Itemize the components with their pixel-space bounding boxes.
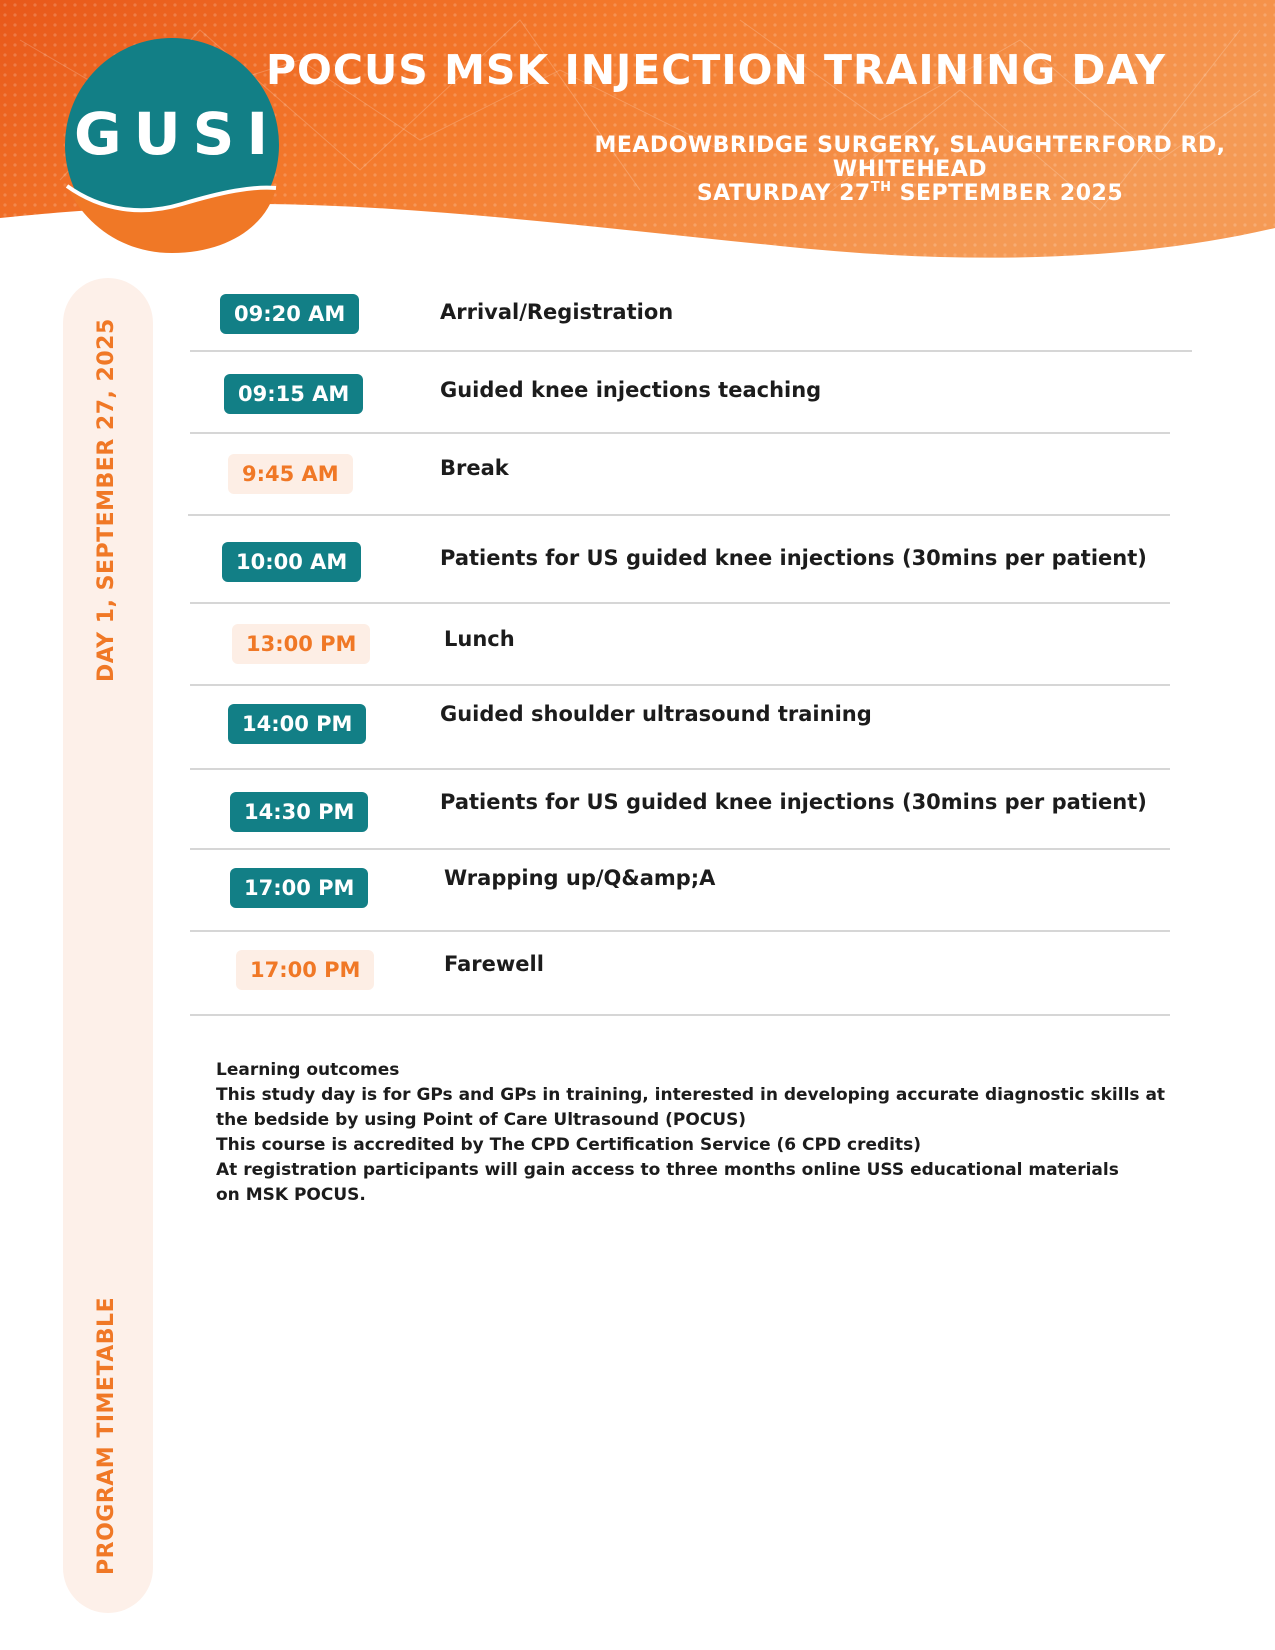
event-date-prefix: SATURDAY 27 bbox=[696, 181, 871, 206]
venue-town: WHITEHEAD bbox=[832, 157, 988, 182]
row-divider bbox=[190, 602, 1170, 604]
time-badge: 17:00 PM bbox=[236, 950, 374, 990]
day-label: DAY 1, SEPTEMBER 27, 2025 bbox=[94, 318, 119, 682]
event-date bbox=[560, 182, 1260, 206]
learning-outcomes-heading: Learning outcomes bbox=[216, 1060, 400, 1080]
time-badge: 13:00 PM bbox=[232, 624, 370, 664]
activity-label: Guided knee injections teaching bbox=[440, 378, 822, 402]
time-badge: 9:45 AM bbox=[228, 454, 353, 494]
row-divider bbox=[190, 350, 1192, 352]
activity-label: Break bbox=[440, 456, 509, 480]
row-divider bbox=[188, 514, 1170, 516]
row-divider bbox=[190, 768, 1170, 770]
schedule-row bbox=[190, 372, 1170, 432]
venue-address: MEADOWBRIDGE SURGERY, SLAUGHTERFORD RD, bbox=[594, 133, 1226, 158]
learning-outcomes bbox=[216, 1058, 1176, 1208]
time-badge: 14:30 PM bbox=[230, 792, 368, 832]
schedule-row bbox=[190, 948, 1170, 1018]
notes-line: At registration participants will gain access to three months online USS educational materials bbox=[216, 1160, 1119, 1180]
activity-label: Lunch bbox=[444, 627, 515, 651]
schedule-row bbox=[190, 866, 1170, 930]
activity-label: Wrapping up/Q&amp;A bbox=[444, 866, 716, 890]
time-badge: 09:20 AM bbox=[220, 294, 359, 334]
event-date-rest: SEPTEMBER 2025 bbox=[891, 181, 1124, 206]
row-divider bbox=[190, 930, 1170, 932]
notes-line: This course is accredited by The CPD Certification Service (6 CPD credits) bbox=[216, 1135, 922, 1155]
activity-label: Arrival/Registration bbox=[440, 300, 674, 324]
time-badge: 09:15 AM bbox=[224, 374, 363, 414]
row-divider bbox=[190, 684, 1170, 686]
row-divider bbox=[190, 1014, 1170, 1016]
schedule-row bbox=[190, 622, 1170, 686]
schedule-row bbox=[190, 452, 1170, 516]
program-timetable-label: PROGRAM TIMETABLE bbox=[94, 1296, 119, 1575]
schedule-row bbox=[190, 702, 1170, 766]
notes-line: This study day is for GPs and GPs in training, interested in developing accurate diagnostic skills at bbox=[216, 1085, 1166, 1105]
logo-text: GUSI bbox=[73, 100, 281, 168]
page-title: POCUS MSK INJECTION TRAINING DAY bbox=[266, 46, 1166, 94]
activity-label: Patients for US guided knee injections (30mins per patient) bbox=[440, 546, 1147, 570]
row-divider bbox=[190, 848, 1170, 850]
schedule-row bbox=[190, 540, 1170, 604]
activity-label: Farewell bbox=[444, 952, 544, 976]
row-divider bbox=[190, 432, 1170, 434]
event-date-suffix-sup: TH bbox=[870, 180, 892, 195]
activity-label: Guided shoulder ultrasound training bbox=[440, 702, 872, 726]
notes-line: on MSK POCUS. bbox=[216, 1185, 366, 1205]
time-badge: 10:00 AM bbox=[222, 542, 361, 582]
schedule-row bbox=[190, 790, 1170, 854]
time-badge: 17:00 PM bbox=[230, 868, 368, 908]
schedule-row bbox=[190, 292, 1170, 352]
notes-line: the bedside by using Point of Care Ultrasound (POCUS) bbox=[216, 1110, 747, 1130]
venue-info bbox=[560, 134, 1260, 206]
activity-label: Patients for US guided knee injections (30mins per patient) bbox=[440, 790, 1147, 814]
time-badge: 14:00 PM bbox=[228, 704, 366, 744]
